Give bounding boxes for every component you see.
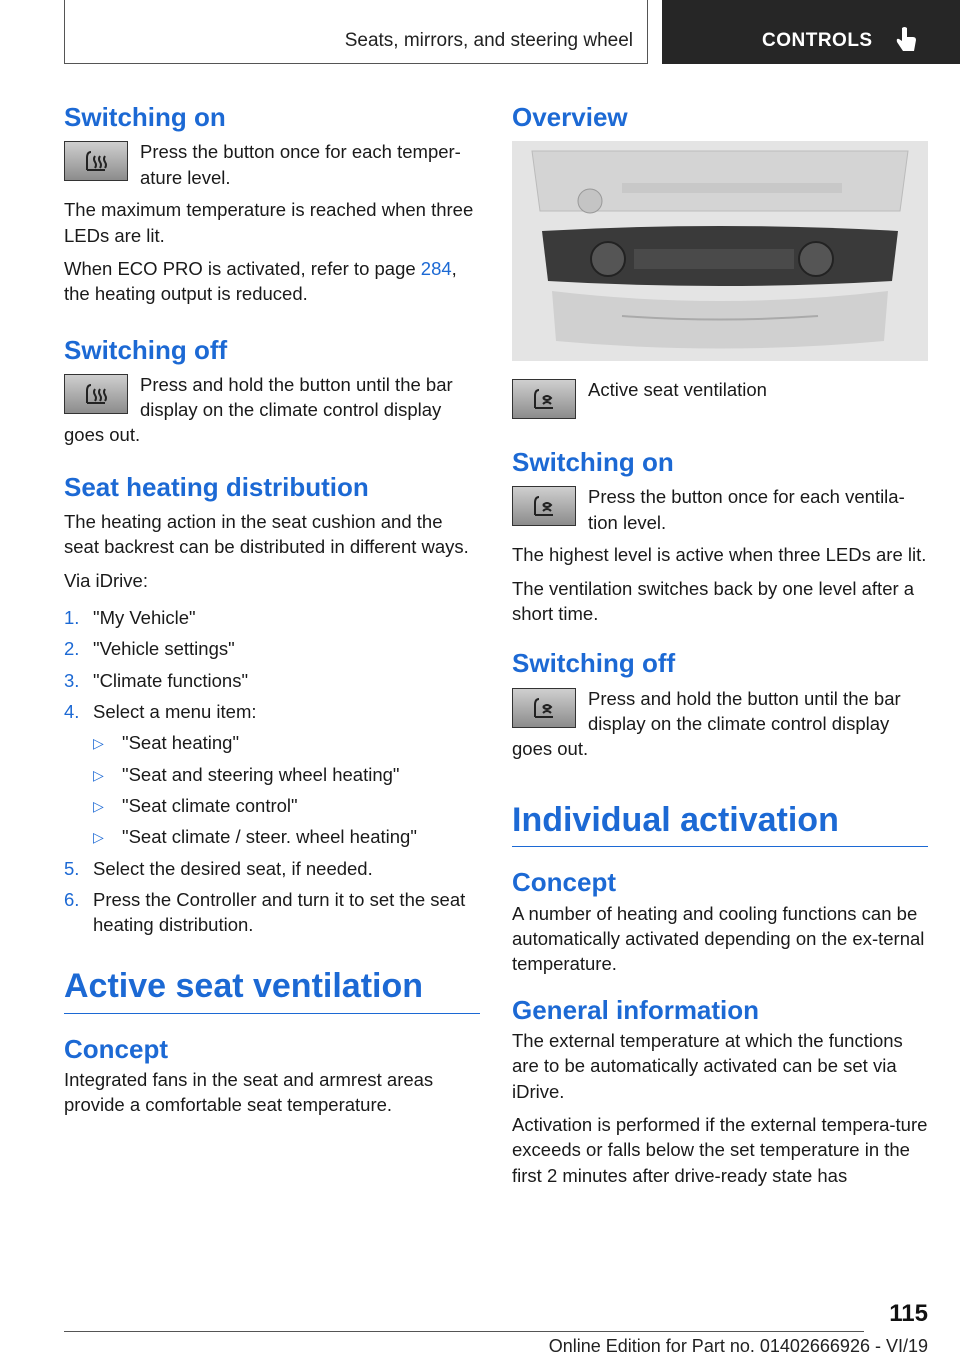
hand-pointer-icon	[894, 26, 920, 54]
ventilation-caption: Active seat ventilation	[588, 379, 767, 401]
ventilation-off-instruction: Press and hold the button until the bar display on the climate control display goes out.	[512, 687, 901, 760]
triangle-bullet-icon: ▷	[93, 766, 104, 783]
seat-heating-button-row	[64, 139, 480, 191]
seat-heating-button-icon	[64, 374, 128, 414]
list-item: ▷ "Seat climate / steer. wheel heating"	[93, 824, 480, 849]
triangle-bullet-icon: ▷	[93, 829, 104, 846]
menu-item-sublist	[93, 730, 480, 849]
heading-general-information: General information	[512, 994, 760, 1025]
right-column	[512, 100, 928, 1196]
header-section-tab	[64, 0, 648, 64]
list-item: ▷ "Seat and steering wheel heating"	[93, 762, 480, 787]
list-item: ▷ "Seat climate control"	[93, 793, 480, 818]
footer-edition: Online Edition for Part no. 01402666926 - VI/19	[548, 1336, 928, 1356]
triangle-bullet-icon: ▷	[93, 798, 104, 815]
header-chapter-tab[interactable]	[662, 0, 960, 64]
ventilation-off-row	[512, 686, 928, 762]
list-item: 1. "My Vehicle"	[64, 607, 196, 628]
list-item: ▷ "Seat heating"	[93, 730, 480, 755]
distribution-steps	[64, 605, 480, 938]
list-item: 6. Press the Controller and turn it to set the seat heating distribution.	[64, 889, 466, 936]
via-idrive-text: Via iDrive:	[64, 569, 148, 591]
ventilation-on-instruction: Press the button once for each ventila-tion level.	[588, 486, 905, 533]
switch-back-text: The ventilation switches back by one level after a short time.	[512, 577, 915, 625]
heading-concept: Concept	[64, 1033, 168, 1064]
heading-seat-heating-distribution: Seat heating distribution	[64, 471, 369, 502]
general-info-text: The external temperature at which the functions are to be automatically activated can be set via iDrive.	[512, 1029, 903, 1102]
max-temperature-text: The maximum temperature is reached when three LEDs are lit.	[64, 199, 474, 246]
heading-switching-on-ventilation: Switching on	[512, 447, 674, 478]
heading-switching-off-ventilation: Switching off	[512, 648, 676, 679]
seat-ventilation-button-icon	[512, 688, 576, 728]
list-item: 5. Select the desired seat, if needed.	[64, 857, 373, 879]
triangle-bullet-icon: ▷	[93, 735, 104, 752]
switching-off-instruction: Press and hold the button until the bar display on the climate control display goes out.	[64, 373, 453, 446]
list-item: 4. Select a menu item: ▷ "Seat heating" ▷ "Seat and steering wheel heating" ▷ "Seat climate control" ▷ "Seat climate / steer. wheel heating"	[64, 699, 480, 850]
switching-on-instruction: Press the button once for each temper-ature level.	[140, 141, 461, 188]
eco-pro-text: When ECO PRO is activated, refer to page 284, the heating output is reduced.	[64, 257, 457, 305]
activation-text: Activation is performed if the external tempera-ture exceeds or falls below the set temperature in the first 2 minutes after drive-ready state has	[512, 1113, 928, 1186]
chapter-label: CONTROLS	[762, 30, 873, 51]
seat-ventilation-button-icon	[512, 486, 576, 526]
footer-divider	[64, 1331, 864, 1332]
heading-concept-individual: Concept	[512, 867, 616, 898]
page-number: 115	[889, 1300, 928, 1327]
heading-active-seat-ventilation: Active seat ventilation	[64, 966, 480, 1014]
individual-concept-text: A number of heating and cooling functions can be automatically activated depending on the ex-ternal temperature.	[512, 902, 925, 975]
highest-level-text: The highest level is active when three LEDs are lit.	[512, 544, 927, 566]
section-title: Seats, mirrors, and steering wheel	[344, 30, 633, 51]
seat-heating-button-icon	[64, 141, 128, 181]
concept-text: Integrated fans in the seat and armrest areas provide a comfortable seat temperature.	[64, 1068, 434, 1116]
heading-individual-activation: Individual activation	[512, 800, 928, 848]
distribution-text: The heating action in the seat cushion and the seat backrest can be distributed in different ways.	[64, 510, 469, 558]
heading-switching-on: Switching on	[64, 102, 226, 132]
seat-heating-off-row	[64, 372, 480, 448]
page-link-284[interactable]: 284	[420, 257, 452, 279]
seat-ventilation-button-icon	[512, 379, 576, 419]
ventilation-on-row	[512, 484, 928, 536]
heading-switching-off: Switching off	[64, 334, 228, 365]
list-item: 2. "Vehicle settings"	[64, 638, 235, 660]
left-column	[64, 100, 480, 1125]
climate-control-panel-image	[512, 141, 928, 361]
heading-overview: Overview	[512, 102, 628, 132]
list-item: 3. "Climate functions"	[64, 669, 249, 691]
seat-ventilation-caption-row	[512, 377, 928, 429]
